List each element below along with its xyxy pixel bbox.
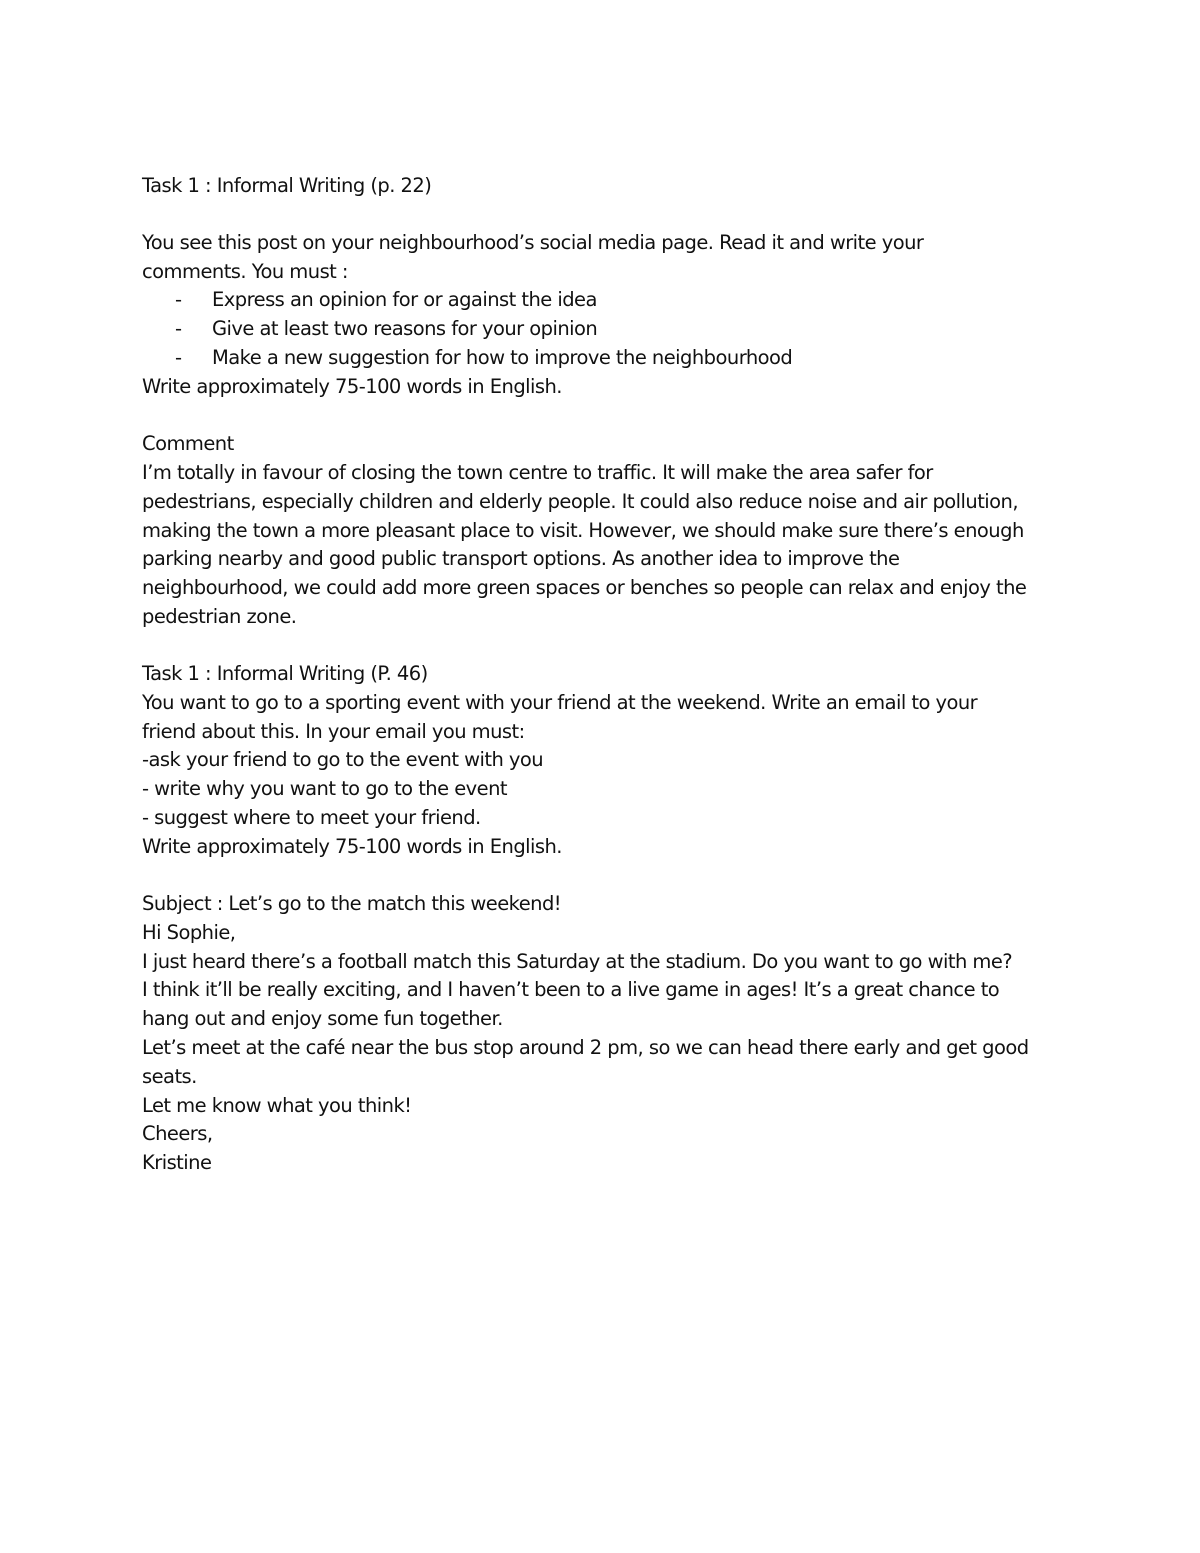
task2-prompt-line: - write why you want to go to the event [142,777,507,800]
email-greeting: Hi Sophie, [142,921,236,944]
bullet-dash: - [175,346,182,369]
task1-bullet: Make a new suggestion for how to improve the neighbourhood [212,346,793,369]
task1-word-count: Write approximately 75-100 words in English. [142,375,562,398]
task1-intro-line: You see this post on your neighbourhood’s social media page. Read it and write your [142,231,924,254]
task1-bullet: Express an opinion for or against the idea [212,288,597,311]
email-line: hang out and enjoy some fun together. [142,1007,503,1030]
task1-bullet: Give at least two reasons for your opinion [212,317,598,340]
email-line: seats. [142,1065,197,1088]
task1-heading: Task 1 : Informal Writing (p. 22) [142,174,432,197]
comment-label: Comment [142,432,234,455]
comment-line: pedestrian zone. [142,605,297,628]
email-signoff: Cheers, [142,1122,213,1145]
task2-prompt-line: You want to go to a sporting event with your friend at the weekend. Write an email to your [142,691,978,714]
email-subject: Subject : Let’s go to the match this weekend! [142,892,562,915]
task2-word-count: Write approximately 75-100 words in English. [142,835,562,858]
comment-line: pedestrians, especially children and elderly people. It could also reduce noise and air pollution, [142,490,1019,513]
comment-line: neighbourhood, we could add more green spaces or benches so people can relax and enjoy the [142,576,1027,599]
task1-intro-line: comments. You must : [142,260,348,283]
comment-line: making the town a more pleasant place to visit. However, we should make sure there’s enough [142,519,1024,542]
task2-prompt-line: friend about this. In your email you must: [142,720,525,743]
bullet-dash: - [175,317,182,340]
task2-heading: Task 1 : Informal Writing (P. 46) [142,662,428,685]
bullet-dash: - [175,288,182,311]
email-line: I just heard there’s a football match this Saturday at the stadium. Do you want to go with me? [142,950,1013,973]
email-line: Let’s meet at the café near the bus stop around 2 pm, so we can head there early and get good [142,1036,1029,1059]
comment-line: parking nearby and good public transport options. As another idea to improve the [142,547,900,570]
email-signature: Kristine [142,1151,212,1174]
email-line: I think it’ll be really exciting, and I haven’t been to a live game in ages! It’s a great chance to [142,978,1000,1001]
email-line: Let me know what you think! [142,1094,412,1117]
task2-prompt-line: -ask your friend to go to the event with you [142,748,544,771]
comment-line: I’m totally in favour of closing the town centre to traffic. It will make the area safer for [142,461,933,484]
task2-prompt-line: - suggest where to meet your friend. [142,806,481,829]
